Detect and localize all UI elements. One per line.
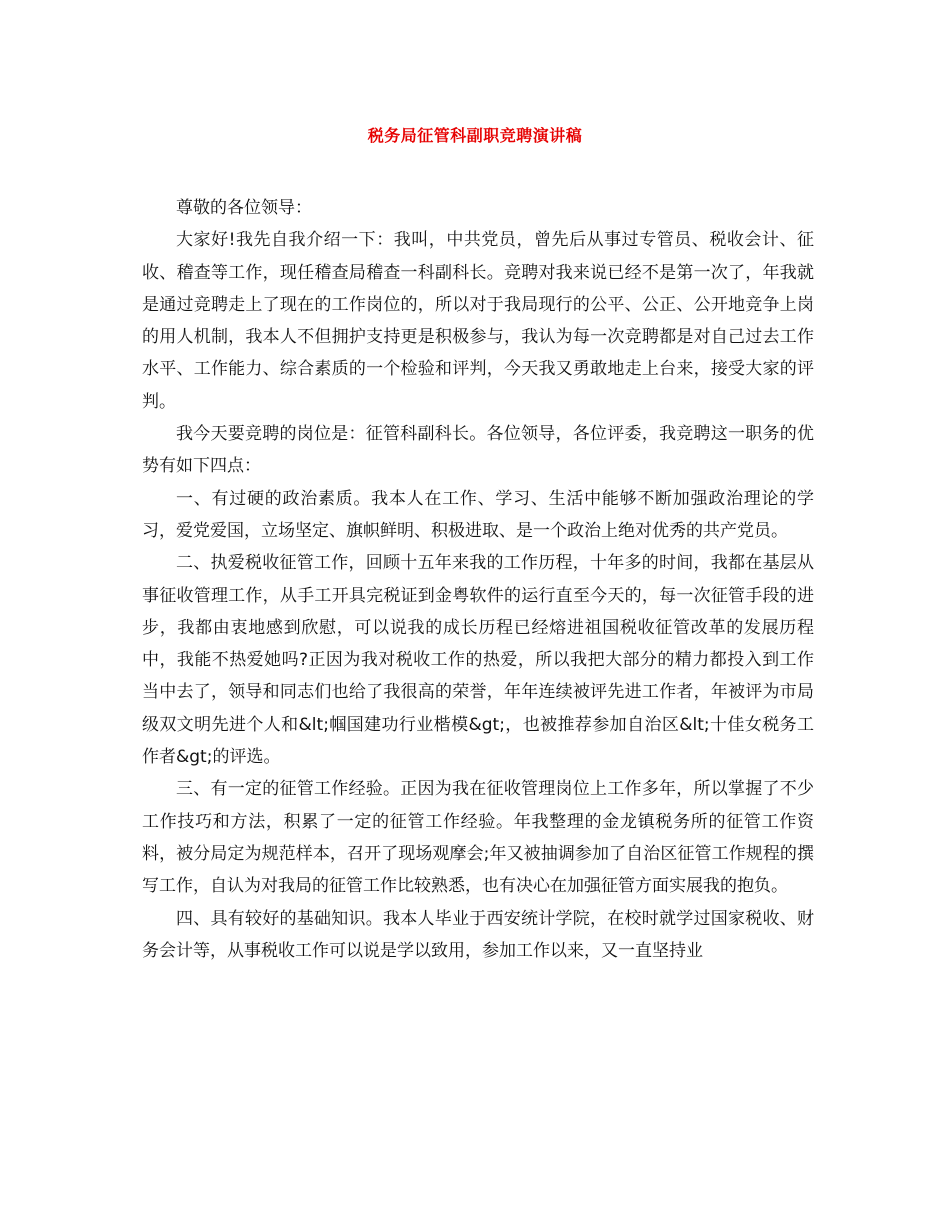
paragraph-introduction: 大家好!我先自我介绍一下：我叫，中共党员，曾先后从事过专管员、税收会计、征收、稽查等工作，现任稽查局稽查一科副科长。竞聘对我来说已经不是第一次了，年我就是通过竞聘走上了现在的工作岗位的，所以对于我局现行的公平、公正、公开地竞争上岗的用人机制，我本人不但拥护支持更是积极参与，我认为每一次竞聘都是对自己过去工作水平、工作能力、综合素质的一个检验和评判，今天我又勇敢地走上台来，接受大家的评判。 [142, 230, 814, 412]
paragraph-point-three: 三、有一定的征管工作经验。正因为我在征收管理岗位上工作多年，所以掌握了不少工作技巧和方法，积累了一定的征管工作经验。年我整理的金龙镇税务所的征管工作资料，被分局定为规范样本，召开了现场观摩会;年又被抽调参加了自治区征管工作规程的撰写工作，自认为对我局的征管工作比较熟悉，也有决心在加强征管方面实展我的抱负。 [142, 779, 814, 897]
document-title: 税务局征管科副职竞聘演讲稿 [367, 126, 583, 145]
paragraph-point-four: 四、具有较好的基础知识。我本人毕业于西安统计学院，在校时就学过国家税收、财务会计等，从事税收工作可以说是学以致用，参加工作以来，又一直坚持业 [142, 908, 814, 961]
paragraph-position: 我今天要竞聘的岗位是：征管科副科长。各位领导，各位评委，我竞聘这一职务的优势有如下四点： [142, 424, 814, 477]
paragraph-salutation: 尊敬的各位领导： [176, 198, 312, 218]
paragraph-point-one: 一、有过硬的政治素质。我本人在工作、学习、生活中能够不断加强政治理论的学习，爱党爱国，立场坚定、旗帜鲜明、积极进取、是一个政治上绝对优秀的共产党员。 [142, 488, 814, 541]
document-body [142, 192, 814, 967]
paragraph-point-two: 二、执爱税收征管工作，回顾十五年来我的工作历程，十年多的时间，我都在基层从事征收管理工作，从手工开具完税证到金粤软件的运行直至今天的，每一次征管手段的进步，我都由衷地感到欣慰，可以说我的成长历程已经熔进祖国税收征管改革的发展历程中，我能不热爱她吗?正因为我对税收工作的热爱，所以我把大部分的精力都投入到工作当中去了，领导和同志们也给了我很高的荣誉，年年连续被评先进工作者，年被评为市局级双文明先进个人和&lt;帼国建功行业楷模&gt;，也被推荐参加自治区&lt;十佳女税务工作者&gt;的评选。 [142, 553, 814, 768]
